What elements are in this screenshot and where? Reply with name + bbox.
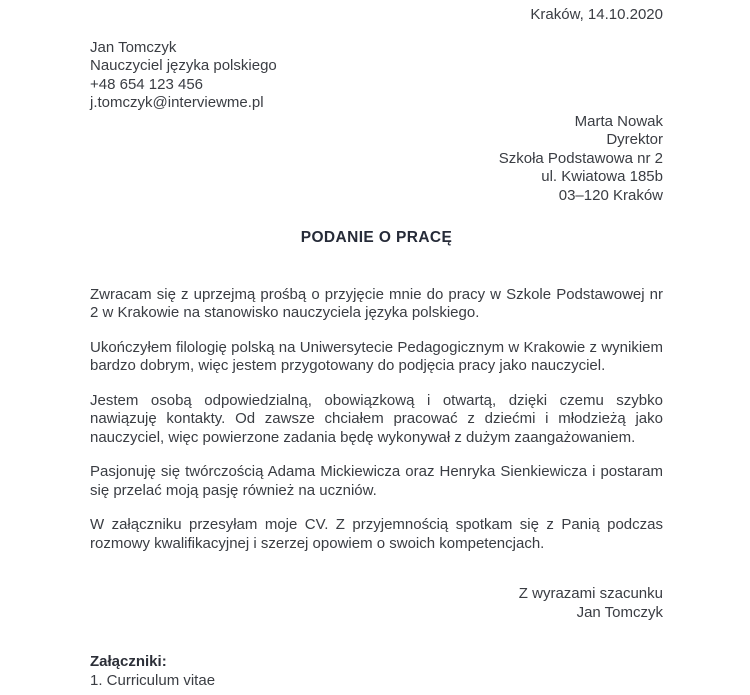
sender-job-title: Nauczyciel języka polskiego bbox=[90, 57, 277, 74]
closing-block bbox=[90, 585, 663, 622]
recipient-street: ul. Kwiatowa 185b bbox=[541, 168, 663, 185]
attachments-block bbox=[90, 653, 663, 690]
recipient-organization: Szkoła Podstawowa nr 2 bbox=[498, 149, 663, 167]
closing-salutation: Z wyrazami szacunku bbox=[518, 585, 663, 602]
paragraph-education: Ukończyłem filologię polską na Uniwersytecie Pedagogicznym w Krakowie z wynikiem bardzo dobrym, więc jestem przygotowany do podjęcia pracy jako nauczyciel. bbox=[90, 338, 663, 374]
recipient-city: 03–120 Kraków bbox=[558, 186, 663, 204]
sender-email: j.tomczyk@interviewme.pl bbox=[90, 94, 264, 111]
sender-phone: +48 654 123 456 bbox=[90, 75, 204, 93]
attachment-item: 1. Curriculum vitae bbox=[90, 671, 216, 689]
sender-name: Jan Tomczyk bbox=[90, 38, 177, 56]
letter-title: PODANIE O PRACĘ bbox=[300, 229, 453, 246]
paragraph-passion: Pasjonuję się twórczością Adama Mickiewicza oraz Henryka Sienkiewicza i postaram się przelać moją pasję również na uczniów. bbox=[90, 463, 663, 499]
paragraph-qualities: Jestem osobą odpowiedzialną, obowiązkową i otwartą, dzięki czemu szybko nawiązuję kontakty. Od zawsze chciałem pracować z dziećmi i młodzieżą jako nauczyciel, więc powierzone zadania będę wykonywał z dużym zaangażowaniem. bbox=[90, 391, 663, 446]
letter-date: Kraków, 14.10.2020 bbox=[530, 6, 663, 23]
sender-block bbox=[90, 39, 663, 113]
paragraph-intro: Zwracam się z uprzejmą prośbą o przyjęcie mnie do pracy w Szkole Podstawowej nr 2 w Krakowie na stanowisko nauczyciela języka polskiego. bbox=[90, 285, 663, 321]
attachments-heading: Załączniki: bbox=[90, 653, 167, 670]
recipient-block bbox=[90, 113, 663, 206]
recipient-name: Marta Nowak bbox=[574, 112, 663, 130]
paragraph-cv: W załączniku przesyłam moje CV. Z przyjemnością spotkam się z Panią podczas rozmowy kwalifikacyjnej i szerzej opowiem o swoich kompetencjach. bbox=[90, 516, 663, 552]
closing-signature: Jan Tomczyk bbox=[576, 603, 663, 621]
recipient-position: Dyrektor bbox=[606, 131, 663, 148]
